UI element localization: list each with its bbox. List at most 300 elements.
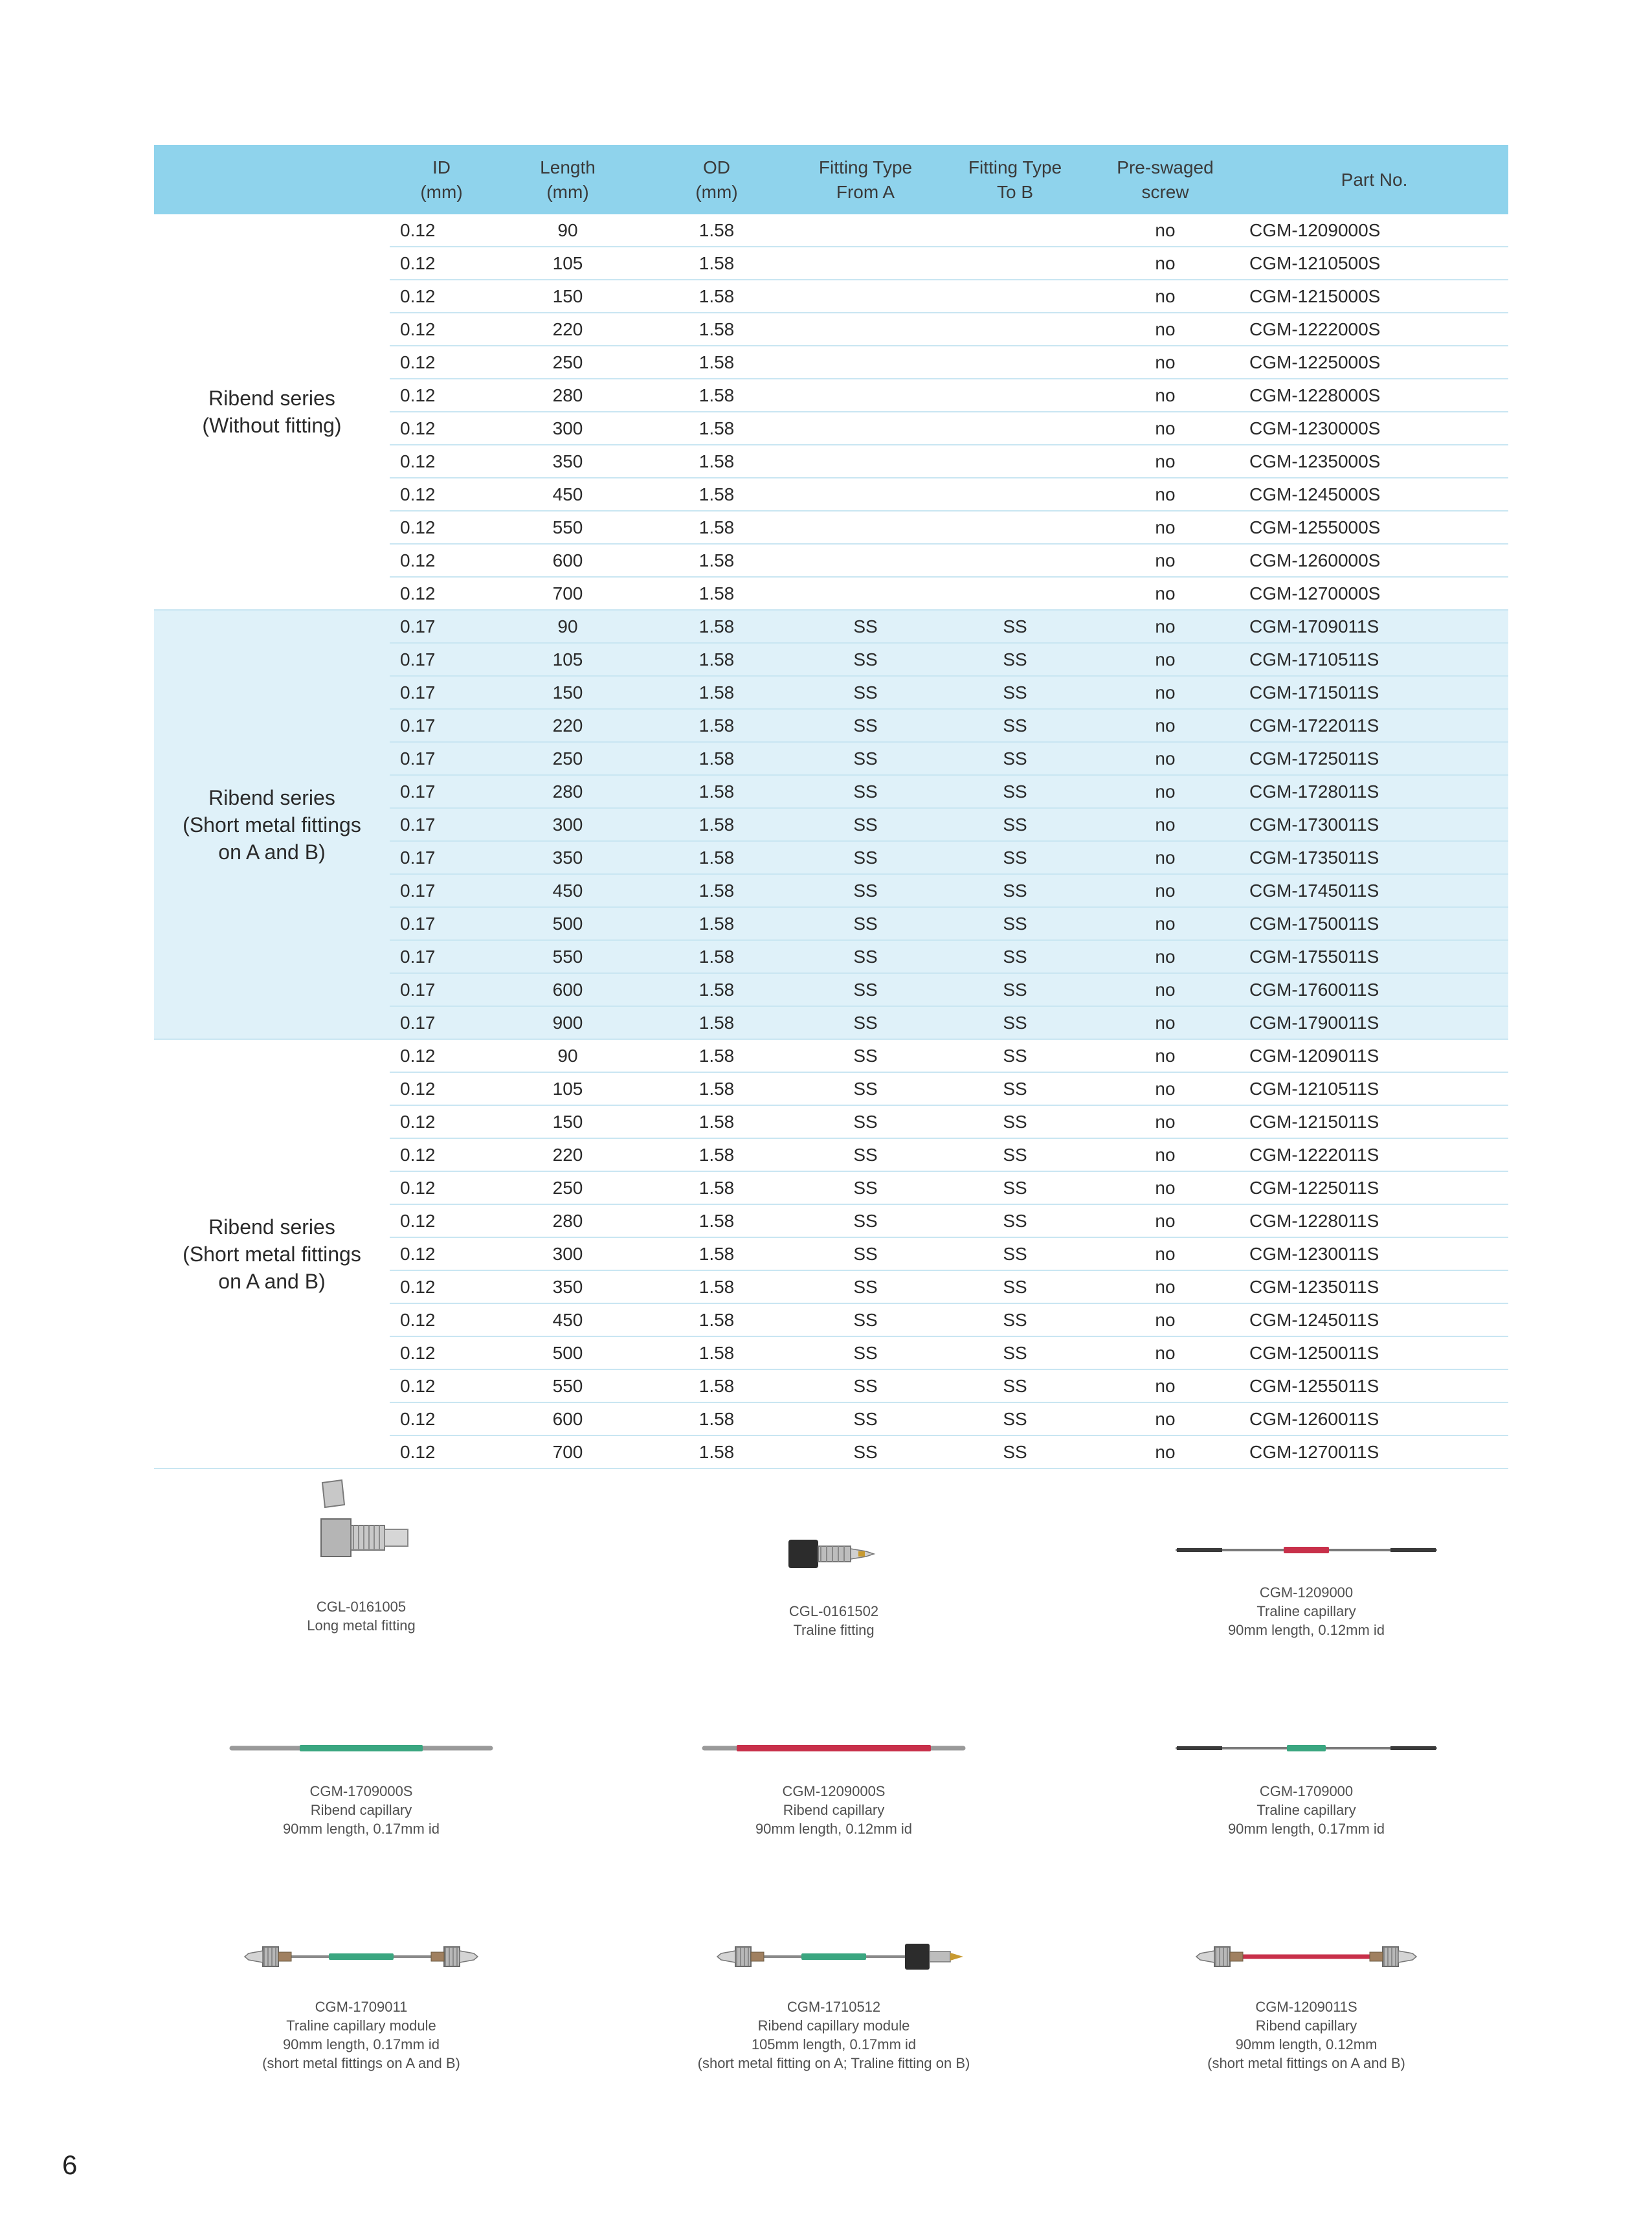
caption-line: CGM-1709000S xyxy=(309,1783,413,1799)
pre-swaged-cell: no xyxy=(1090,643,1240,676)
length-cell: 220 xyxy=(493,709,642,742)
od-cell: 1.58 xyxy=(642,1006,791,1039)
id-cell: 0.17 xyxy=(390,676,493,709)
part-cell: CGM-1270011S xyxy=(1240,1435,1508,1468)
caption-line: CGM-1709000 xyxy=(1259,1783,1354,1799)
part-cell: CGM-1215000S xyxy=(1240,280,1508,313)
id-cell: 0.12 xyxy=(390,445,493,478)
id-cell: 0.17 xyxy=(390,841,493,874)
id-cell: 0.12 xyxy=(390,478,493,511)
part-cell: CGM-1790011S xyxy=(1240,1006,1508,1039)
pre-swaged-cell: no xyxy=(1090,478,1240,511)
pre-swaged-cell: no xyxy=(1090,412,1240,445)
figure-caption xyxy=(1112,1782,1501,1838)
long-fitting-illustration xyxy=(296,1476,426,1573)
part-cell: CGM-1235000S xyxy=(1240,445,1508,478)
length-cell: 250 xyxy=(493,742,642,775)
product-figure xyxy=(167,1931,555,2071)
part-cell: CGM-1745011S xyxy=(1240,874,1508,907)
fitting-a-cell: SS xyxy=(791,808,940,841)
figure-caption xyxy=(640,1997,1028,2073)
caption-line: Traline capillary xyxy=(1256,1802,1356,1818)
figure-caption xyxy=(1112,1583,1501,1639)
caption-line: CGM-1709011 xyxy=(315,1999,408,2015)
fitting-b-cell: SS xyxy=(940,610,1090,643)
fitting-b-cell: SS xyxy=(940,643,1090,676)
part-cell: CGM-1735011S xyxy=(1240,841,1508,874)
column-header-od xyxy=(642,145,791,214)
series-group xyxy=(154,610,1508,1039)
id-cell: 0.12 xyxy=(390,412,493,445)
id-cell: 0.12 xyxy=(390,1138,493,1171)
traline-fitting-illustration xyxy=(769,1501,899,1598)
part-cell: CGM-1270000S xyxy=(1240,577,1508,610)
pre-swaged-cell: no xyxy=(1090,346,1240,379)
id-cell: 0.17 xyxy=(390,940,493,973)
part-cell: CGM-1209000S xyxy=(1240,214,1508,247)
fitting-a-cell: SS xyxy=(791,1270,940,1303)
length-cell: 450 xyxy=(493,478,642,511)
caption-line: CGL-0161502 xyxy=(788,1603,879,1619)
od-cell: 1.58 xyxy=(642,511,791,544)
length-cell: 90 xyxy=(493,214,642,247)
fitting-b-cell: SS xyxy=(940,775,1090,808)
table-row xyxy=(154,610,1508,643)
od-cell: 1.58 xyxy=(642,1336,791,1369)
fitting-b-cell: SS xyxy=(940,1435,1090,1468)
id-cell: 0.12 xyxy=(390,313,493,346)
fitting-a-cell: SS xyxy=(791,1204,940,1237)
od-cell: 1.58 xyxy=(642,841,791,874)
caption-line: 90mm length, 0.17mm id xyxy=(282,2036,440,2052)
pre-swaged-cell: no xyxy=(1090,379,1240,412)
fitting-a-cell xyxy=(791,544,940,577)
part-cell: CGM-1750011S xyxy=(1240,907,1508,940)
column-header-fitting-from-a xyxy=(791,145,940,214)
length-cell: 220 xyxy=(493,1138,642,1171)
pre-swaged-cell: no xyxy=(1090,940,1240,973)
fitting-a-cell xyxy=(791,280,940,313)
product-figure xyxy=(1112,1524,1501,1638)
header-line: To B xyxy=(996,181,1034,202)
header-line: (mm) xyxy=(695,181,738,202)
pre-swaged-cell: no xyxy=(1090,742,1240,775)
fitting-b-cell xyxy=(940,247,1090,280)
od-cell: 1.58 xyxy=(642,1369,791,1402)
fitting-b-cell xyxy=(940,544,1090,577)
fitting-b-cell xyxy=(940,280,1090,313)
product-figure xyxy=(1112,1722,1501,1837)
od-cell: 1.58 xyxy=(642,907,791,940)
pre-swaged-cell: no xyxy=(1090,1435,1240,1468)
id-cell: 0.17 xyxy=(390,808,493,841)
fitting-b-cell xyxy=(940,577,1090,610)
pre-swaged-cell: no xyxy=(1090,1105,1240,1138)
pre-swaged-cell: no xyxy=(1090,214,1240,247)
fitting-a-cell: SS xyxy=(791,1138,940,1171)
fitting-b-cell: SS xyxy=(940,1039,1090,1072)
header-line: Pre-swaged xyxy=(1117,157,1214,177)
length-cell: 300 xyxy=(493,1237,642,1270)
od-cell: 1.58 xyxy=(642,1138,791,1171)
fitting-a-cell xyxy=(791,313,940,346)
fitting-a-cell: SS xyxy=(791,775,940,808)
pre-swaged-cell: no xyxy=(1090,1303,1240,1336)
fitting-b-cell: SS xyxy=(940,1006,1090,1039)
id-cell: 0.12 xyxy=(390,1105,493,1138)
pre-swaged-cell: no xyxy=(1090,973,1240,1006)
column-header-series xyxy=(154,145,390,214)
part-cell: CGM-1228000S xyxy=(1240,379,1508,412)
fitting-b-cell: SS xyxy=(940,1204,1090,1237)
pre-swaged-cell: no xyxy=(1090,280,1240,313)
fitting-a-cell: SS xyxy=(791,841,940,874)
fitting-b-cell: SS xyxy=(940,907,1090,940)
od-cell: 1.58 xyxy=(642,247,791,280)
part-cell: CGM-1725011S xyxy=(1240,742,1508,775)
od-cell: 1.58 xyxy=(642,1105,791,1138)
id-cell: 0.12 xyxy=(390,1270,493,1303)
id-cell: 0.17 xyxy=(390,973,493,1006)
part-cell: CGM-1245000S xyxy=(1240,478,1508,511)
id-cell: 0.17 xyxy=(390,907,493,940)
id-cell: 0.17 xyxy=(390,610,493,643)
length-cell: 700 xyxy=(493,577,642,610)
fitting-a-cell: SS xyxy=(791,1402,940,1435)
id-cell: 0.12 xyxy=(390,1435,493,1468)
caption-line: CGM-1209000S xyxy=(782,1783,886,1799)
part-cell: CGM-1255000S xyxy=(1240,511,1508,544)
length-cell: 600 xyxy=(493,544,642,577)
length-cell: 900 xyxy=(493,1006,642,1039)
od-cell: 1.58 xyxy=(642,313,791,346)
fitting-b-cell: SS xyxy=(940,1171,1090,1204)
length-cell: 220 xyxy=(493,313,642,346)
product-figure xyxy=(640,1931,1028,2071)
header-line: screw xyxy=(1141,181,1189,202)
length-cell: 600 xyxy=(493,1402,642,1435)
length-cell: 90 xyxy=(493,610,642,643)
fitting-b-cell: SS xyxy=(940,1237,1090,1270)
fitting-b-cell xyxy=(940,346,1090,379)
caption-line: 90mm length, 0.12mm id xyxy=(755,1821,913,1837)
fitting-a-cell: SS xyxy=(791,1039,940,1072)
fitting-b-cell: SS xyxy=(940,1138,1090,1171)
caption-line: Ribend capillary xyxy=(1255,2018,1357,2034)
fitting-b-cell xyxy=(940,478,1090,511)
fitting-b-cell: SS xyxy=(940,973,1090,1006)
part-cell: CGM-1230000S xyxy=(1240,412,1508,445)
fitting-a-cell xyxy=(791,247,940,280)
fitting-a-cell xyxy=(791,379,940,412)
fitting-b-cell: SS xyxy=(940,1336,1090,1369)
part-cell: CGM-1210500S xyxy=(1240,247,1508,280)
pre-swaged-cell: no xyxy=(1090,1237,1240,1270)
od-cell: 1.58 xyxy=(642,445,791,478)
fitting-b-cell: SS xyxy=(940,1105,1090,1138)
part-cell: CGM-1710511S xyxy=(1240,643,1508,676)
part-cell: CGM-1728011S xyxy=(1240,775,1508,808)
header-line: Length xyxy=(540,157,596,177)
od-cell: 1.58 xyxy=(642,742,791,775)
fitting-a-cell: SS xyxy=(791,1336,940,1369)
od-cell: 1.58 xyxy=(642,676,791,709)
fitting-a-cell: SS xyxy=(791,874,940,907)
fitting-b-cell xyxy=(940,445,1090,478)
header-line: From A xyxy=(836,181,895,202)
pre-swaged-cell: no xyxy=(1090,874,1240,907)
od-cell: 1.58 xyxy=(642,1237,791,1270)
module-green-illustration xyxy=(219,1931,504,1983)
length-cell: 250 xyxy=(493,1171,642,1204)
series-label: Ribend series (Short metal fittings on A and B) xyxy=(154,1039,390,1468)
od-cell: 1.58 xyxy=(642,1270,791,1303)
fitting-b-cell: SS xyxy=(940,676,1090,709)
od-cell: 1.58 xyxy=(642,1303,791,1336)
od-cell: 1.58 xyxy=(642,1072,791,1105)
length-cell: 350 xyxy=(493,445,642,478)
header-line: (mm) xyxy=(420,181,463,202)
part-cell: CGM-1260000S xyxy=(1240,544,1508,577)
length-cell: 550 xyxy=(493,1369,642,1402)
part-cell: CGM-1760011S xyxy=(1240,973,1508,1006)
od-cell: 1.58 xyxy=(642,874,791,907)
fitting-b-cell xyxy=(940,511,1090,544)
header-line: (mm) xyxy=(546,181,589,202)
length-cell: 500 xyxy=(493,907,642,940)
fitting-b-cell: SS xyxy=(940,841,1090,874)
fitting-a-cell xyxy=(791,511,940,544)
fitting-b-cell: SS xyxy=(940,1402,1090,1435)
caption-line: Ribend capillary module xyxy=(757,2018,910,2034)
ribend-green-illustration xyxy=(219,1722,504,1774)
caption-line: 90mm length, 0.12mm id xyxy=(1227,1622,1385,1638)
product-figure xyxy=(640,1722,1028,1837)
series-group xyxy=(154,1039,1508,1468)
fitting-a-cell: SS xyxy=(791,907,940,940)
figure-caption xyxy=(167,1597,555,1635)
fitting-b-cell: SS xyxy=(940,1072,1090,1105)
pre-swaged-cell: no xyxy=(1090,709,1240,742)
pre-swaged-cell: no xyxy=(1090,1369,1240,1402)
fitting-b-cell: SS xyxy=(940,709,1090,742)
od-cell: 1.58 xyxy=(642,1039,791,1072)
pre-swaged-cell: no xyxy=(1090,610,1240,643)
series-label: Ribend series (Short metal fittings on A and B) xyxy=(154,610,390,1039)
header-line: ID xyxy=(432,157,451,177)
length-cell: 105 xyxy=(493,247,642,280)
pre-swaged-cell: no xyxy=(1090,1402,1240,1435)
fitting-a-cell: SS xyxy=(791,1171,940,1204)
part-cell: CGM-1245011S xyxy=(1240,1303,1508,1336)
pre-swaged-cell: no xyxy=(1090,907,1240,940)
id-cell: 0.12 xyxy=(390,214,493,247)
fitting-b-cell: SS xyxy=(940,808,1090,841)
id-cell: 0.12 xyxy=(390,1369,493,1402)
fitting-a-cell xyxy=(791,577,940,610)
fitting-a-cell: SS xyxy=(791,709,940,742)
pre-swaged-cell: no xyxy=(1090,445,1240,478)
pre-swaged-cell: no xyxy=(1090,1171,1240,1204)
fitting-a-cell: SS xyxy=(791,1072,940,1105)
table-row xyxy=(154,1039,1508,1072)
id-cell: 0.17 xyxy=(390,709,493,742)
ribend-red-illustration xyxy=(691,1722,976,1774)
part-cell: CGM-1250011S xyxy=(1240,1336,1508,1369)
pre-swaged-cell: no xyxy=(1090,1039,1240,1072)
figure-caption xyxy=(167,1997,555,2073)
length-cell: 105 xyxy=(493,643,642,676)
length-cell: 450 xyxy=(493,874,642,907)
length-cell: 500 xyxy=(493,1336,642,1369)
figure-caption xyxy=(167,1782,555,1838)
id-cell: 0.17 xyxy=(390,775,493,808)
od-cell: 1.58 xyxy=(642,775,791,808)
pre-swaged-cell: no xyxy=(1090,544,1240,577)
fitting-a-cell: SS xyxy=(791,742,940,775)
pre-swaged-cell: no xyxy=(1090,1270,1240,1303)
pre-swaged-cell: no xyxy=(1090,808,1240,841)
id-cell: 0.12 xyxy=(390,1402,493,1435)
pre-swaged-cell: no xyxy=(1090,775,1240,808)
id-cell: 0.12 xyxy=(390,379,493,412)
fitting-b-cell xyxy=(940,214,1090,247)
part-cell: CGM-1210511S xyxy=(1240,1072,1508,1105)
page-number: 6 xyxy=(62,2150,78,2180)
fitting-a-cell: SS xyxy=(791,1435,940,1468)
fitting-a-cell: SS xyxy=(791,643,940,676)
od-cell: 1.58 xyxy=(642,1435,791,1468)
product-figure xyxy=(167,1476,555,1634)
pre-swaged-cell: no xyxy=(1090,511,1240,544)
length-cell: 600 xyxy=(493,973,642,1006)
id-cell: 0.12 xyxy=(390,1039,493,1072)
length-cell: 150 xyxy=(493,1105,642,1138)
series-label: Ribend series (Without fitting) xyxy=(154,214,390,610)
part-cell: CGM-1209011S xyxy=(1240,1039,1508,1072)
column-header-length xyxy=(493,145,642,214)
caption-line: 90mm length, 0.17mm id xyxy=(282,1821,440,1837)
caption-line: Traline fitting xyxy=(793,1622,875,1638)
length-cell: 300 xyxy=(493,808,642,841)
pre-swaged-cell: no xyxy=(1090,1138,1240,1171)
id-cell: 0.12 xyxy=(390,1336,493,1369)
traline-red-illustration xyxy=(1164,1524,1449,1576)
id-cell: 0.12 xyxy=(390,1237,493,1270)
figure-caption xyxy=(640,1782,1028,1838)
od-cell: 1.58 xyxy=(642,412,791,445)
caption-line: CGM-1710512 xyxy=(787,1999,881,2015)
id-cell: 0.12 xyxy=(390,544,493,577)
length-cell: 280 xyxy=(493,1204,642,1237)
part-cell: CGM-1230011S xyxy=(1240,1237,1508,1270)
fitting-a-cell xyxy=(791,445,940,478)
id-cell: 0.12 xyxy=(390,280,493,313)
part-cell: CGM-1215011S xyxy=(1240,1105,1508,1138)
pre-swaged-cell: no xyxy=(1090,1072,1240,1105)
fitting-b-cell: SS xyxy=(940,1369,1090,1402)
caption-line: 90mm length, 0.12mm xyxy=(1235,2036,1378,2052)
length-cell: 105 xyxy=(493,1072,642,1105)
caption-line: CGM-1209011S xyxy=(1255,1999,1357,2015)
caption-line: 105mm length, 0.17mm id xyxy=(751,2036,917,2052)
id-cell: 0.12 xyxy=(390,1303,493,1336)
id-cell: 0.12 xyxy=(390,511,493,544)
id-cell: 0.17 xyxy=(390,874,493,907)
figure-caption xyxy=(640,1602,1028,1639)
column-header-fitting-to-b xyxy=(940,145,1090,214)
part-cell: CGM-1755011S xyxy=(1240,940,1508,973)
length-cell: 90 xyxy=(493,1039,642,1072)
pre-swaged-cell: no xyxy=(1090,247,1240,280)
module-red-illustration xyxy=(1164,1931,1449,1983)
od-cell: 1.58 xyxy=(642,709,791,742)
length-cell: 150 xyxy=(493,676,642,709)
part-cell: CGM-1730011S xyxy=(1240,808,1508,841)
caption-line: CGM-1209000 xyxy=(1259,1584,1354,1601)
column-header-part-no xyxy=(1240,145,1508,214)
pre-swaged-cell: no xyxy=(1090,1006,1240,1039)
id-cell: 0.12 xyxy=(390,1204,493,1237)
header-line: Part No. xyxy=(1341,169,1408,190)
id-cell: 0.17 xyxy=(390,643,493,676)
caption-line: Ribend capillary xyxy=(783,1802,885,1818)
id-cell: 0.12 xyxy=(390,1072,493,1105)
fitting-a-cell xyxy=(791,346,940,379)
od-cell: 1.58 xyxy=(642,1204,791,1237)
figure-caption xyxy=(1112,1997,1501,2073)
od-cell: 1.58 xyxy=(642,940,791,973)
od-cell: 1.58 xyxy=(642,808,791,841)
part-cell: CGM-1235011S xyxy=(1240,1270,1508,1303)
part-cell: CGM-1225000S xyxy=(1240,346,1508,379)
length-cell: 350 xyxy=(493,841,642,874)
caption-line: Traline capillary module xyxy=(286,2018,436,2034)
od-cell: 1.58 xyxy=(642,544,791,577)
od-cell: 1.58 xyxy=(642,643,791,676)
part-cell: CGM-1722011S xyxy=(1240,709,1508,742)
header-line: OD xyxy=(703,157,730,177)
id-cell: 0.12 xyxy=(390,346,493,379)
fitting-b-cell xyxy=(940,313,1090,346)
length-cell: 150 xyxy=(493,280,642,313)
id-cell: 0.12 xyxy=(390,577,493,610)
fitting-b-cell xyxy=(940,412,1090,445)
fitting-a-cell: SS xyxy=(791,973,940,1006)
pre-swaged-cell: no xyxy=(1090,313,1240,346)
column-header-pre-swaged-screw xyxy=(1090,145,1240,214)
od-cell: 1.58 xyxy=(642,379,791,412)
table-header xyxy=(154,145,1508,214)
length-cell: 550 xyxy=(493,511,642,544)
id-cell: 0.12 xyxy=(390,1171,493,1204)
od-cell: 1.58 xyxy=(642,577,791,610)
length-cell: 300 xyxy=(493,412,642,445)
od-cell: 1.58 xyxy=(642,346,791,379)
caption-line: (short metal fitting on A; Traline fitting on B) xyxy=(697,2055,970,2071)
fitting-b-cell: SS xyxy=(940,874,1090,907)
part-cell: CGM-1715011S xyxy=(1240,676,1508,709)
fitting-b-cell: SS xyxy=(940,742,1090,775)
od-cell: 1.58 xyxy=(642,1171,791,1204)
part-cell: CGM-1260011S xyxy=(1240,1402,1508,1435)
header-line: Fitting Type xyxy=(818,157,913,177)
part-cell: CGM-1222011S xyxy=(1240,1138,1508,1171)
fitting-a-cell: SS xyxy=(791,1105,940,1138)
caption-line: Long metal fitting xyxy=(307,1617,416,1634)
id-cell: 0.17 xyxy=(390,742,493,775)
fitting-b-cell xyxy=(940,379,1090,412)
